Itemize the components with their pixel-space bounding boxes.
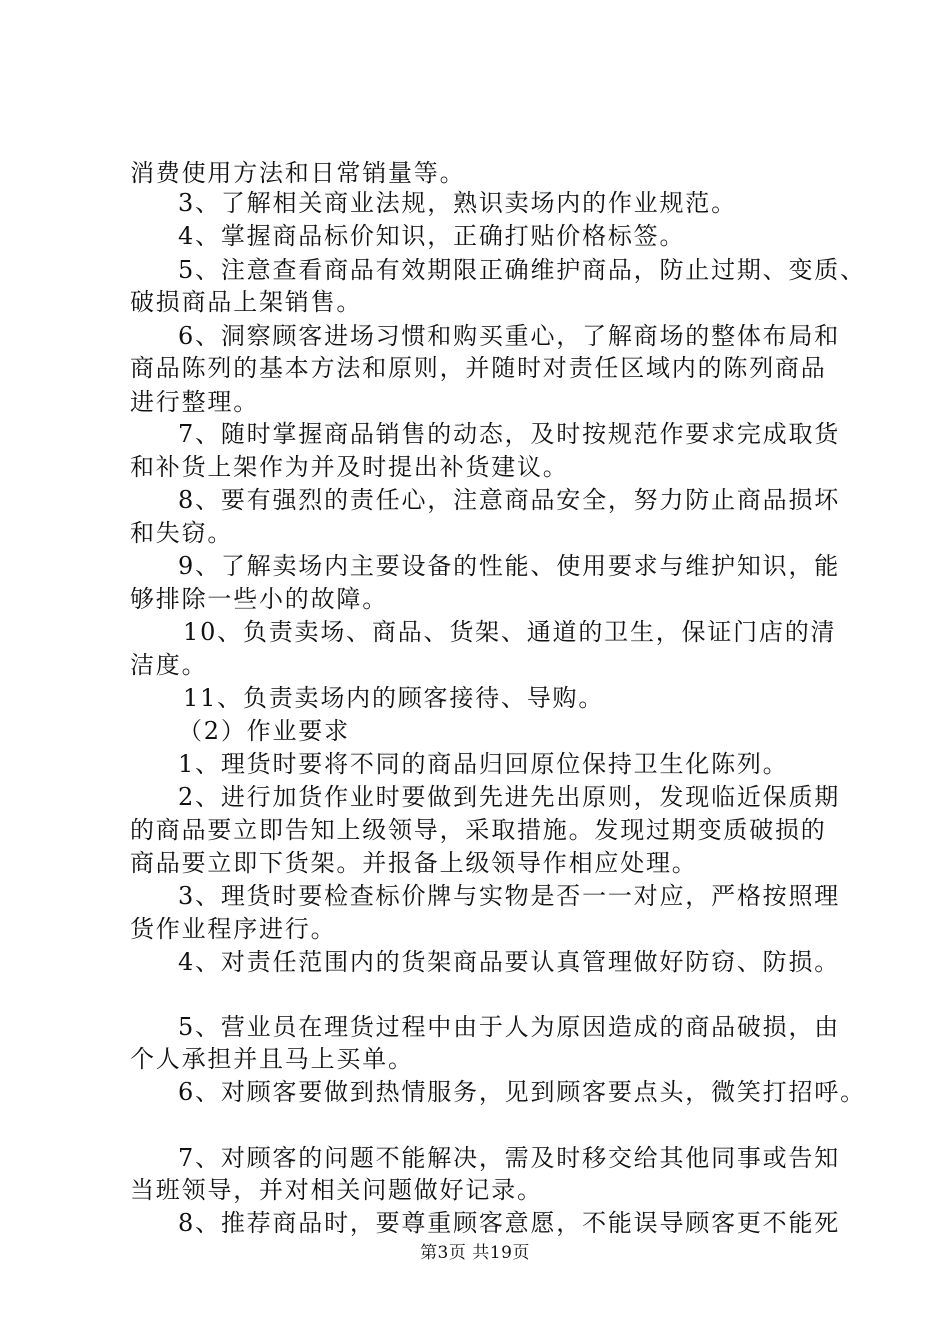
text-line: 商品要立即下货架。并报备上级领导作相应处理。 <box>130 849 698 877</box>
text-line: 11、负责卖场内的顾客接待、导购。 <box>183 684 605 712</box>
text-line: 2、进行加货作业时要做到先进先出原则，发现临近保质期 <box>178 783 841 811</box>
text-line: 消费使用方法和日常销量等。 <box>130 159 466 187</box>
text-line: 6、洞察顾客进场习惯和购买重心，了解商场的整体布局和 <box>178 322 841 350</box>
text-line: 和失窃。 <box>130 519 234 547</box>
text-line: 够排除一些小的故障。 <box>130 585 388 613</box>
text-line: 和补货上架作为并及时提出补货建议。 <box>130 453 569 481</box>
text-line: 8、要有强烈的责任心，注意商品安全，努力防止商品损坏 <box>178 486 841 514</box>
text-line: 当班领导，并对相关问题做好记录。 <box>130 1176 543 1204</box>
text-line: 的商品要立即告知上级领导，采取措施。发现过期变质破损的 <box>130 816 827 844</box>
text-line: 7、对顾客的问题不能解决，需及时移交给其他同事或告知 <box>178 1144 841 1172</box>
text-line: 洁度。 <box>130 651 208 679</box>
text-line: 8、推荐商品时，要尊重顾客意愿，不能误导顾客更不能死 <box>178 1209 841 1237</box>
text-line: 4、掌握商品标价知识，正确打贴价格标签。 <box>178 222 686 250</box>
text-line: 1、理货时要将不同的商品归回原位保持卫生化陈列。 <box>178 750 789 778</box>
text-line: 5、营业员在理货过程中由于人为原因造成的商品破损，由 <box>178 1013 841 1041</box>
text-line: 10、负责卖场、商品、货架、通道的卫生，保证门店的清 <box>183 618 837 646</box>
text-line: 破损商品上架销售。 <box>130 288 363 316</box>
text-line: 5、注意查看商品有效期限正确维护商品，防止过期、变质、 <box>178 256 866 284</box>
text-line: 货作业程序进行。 <box>130 915 337 943</box>
text-line: 9、了解卖场内主要设备的性能、使用要求与维护知识，能 <box>178 552 841 580</box>
text-line: 3、理货时要检查标价牌与实物是否一一对应，严格按照理 <box>178 882 841 910</box>
text-line: 3、了解相关商业法规，熟识卖场内的作业规范。 <box>178 189 737 217</box>
text-line: （2）作业要求 <box>178 717 350 745</box>
text-line: 个人承担并且马上买单。 <box>130 1045 414 1073</box>
text-line: 6、对顾客要做到热情服务，见到顾客要点头，微笑打招呼。 <box>178 1078 866 1106</box>
page-footer: 第3页 共19页 <box>420 1243 530 1263</box>
text-line: 商品陈列的基本方法和原则，并随时对责任区域内的陈列商品 <box>130 354 827 382</box>
text-line: 进行整理。 <box>130 388 259 416</box>
text-line: 4、对责任范围内的货架商品要认真管理做好防窃、防损。 <box>178 948 841 976</box>
text-line: 7、随时掌握商品销售的动态，及时按规范作要求完成取货 <box>178 420 841 448</box>
